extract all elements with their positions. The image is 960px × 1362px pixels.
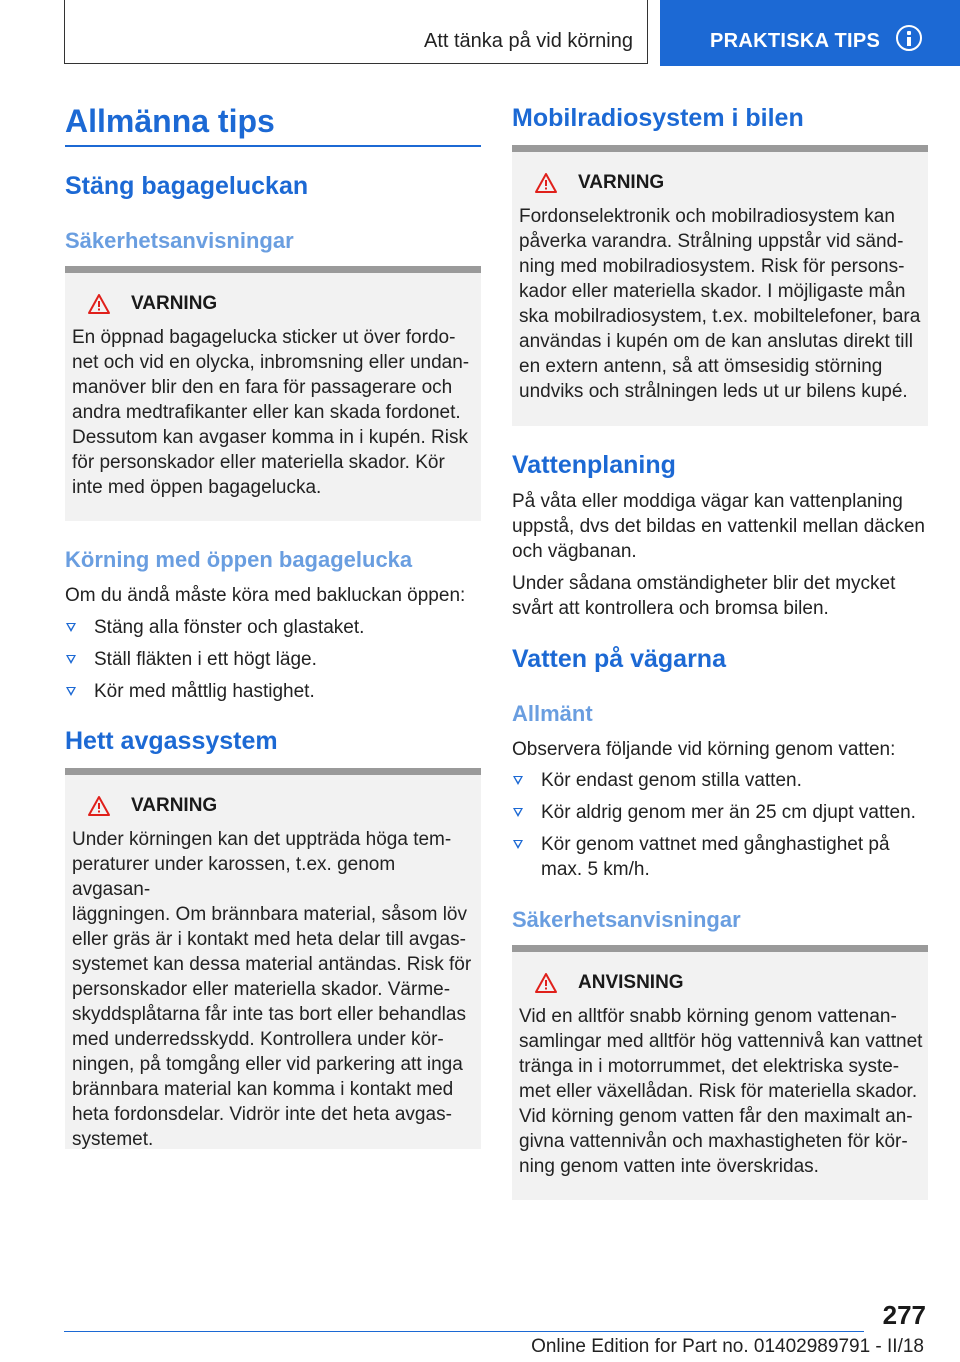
- text-line: ning genom vatten inte överskridas.: [519, 1156, 819, 1177]
- text-line: net och vid en olycka, inbromsning eller undan-: [72, 352, 470, 373]
- text-line: manöver blir den en fara för passagerare och: [72, 377, 453, 398]
- text-line: ning med mobilradiosystem. Risk för persons-: [519, 256, 905, 277]
- warning-triangle-icon: [87, 293, 111, 315]
- warning-triangle-icon: [534, 172, 558, 194]
- text-line: givna vattennivån och maxhastigheten för kör-: [519, 1131, 908, 1152]
- list-item: [65, 615, 481, 640]
- warning-label: VARNING: [131, 795, 218, 816]
- text-line: Vid körning genom vatten får den maximalt an-: [519, 1106, 913, 1127]
- bullet-triangle-icon: [66, 623, 76, 632]
- text-line: Vid en alltför snabb körning genom vattenan-: [519, 1006, 897, 1027]
- notice-text: [519, 1004, 924, 1179]
- text-line: kador eller materiella skador. I möjligaste mån: [519, 281, 906, 302]
- text-line: eller gräs är i kontakt med heta delar till avgas-: [72, 929, 466, 950]
- page-title: Allmänna tips: [65, 103, 275, 139]
- bullet-list-korning: [65, 615, 481, 711]
- warning-rule: [512, 145, 928, 152]
- warning-triangle-icon: [534, 972, 558, 994]
- text-line: läggningen. Om brännbara material, såsom löv: [72, 904, 467, 925]
- bullet-triangle-icon: [513, 840, 523, 849]
- text-line: systemet kan dessa material antändas. Risk för: [72, 954, 472, 975]
- header-chapter-tab[interactable]: [660, 0, 960, 66]
- text-line: Under sådana omständigheter blir det mycket: [512, 573, 896, 594]
- heading-vattenplaning: Vattenplaning: [512, 451, 676, 479]
- text-line: påverka varandra. Strålning uppstår vid sänd-: [519, 231, 904, 252]
- paragraph-vatten: Observera följande vid körning genom vatten:: [512, 739, 896, 760]
- list-item-text: max. 5 km/h.: [541, 859, 650, 880]
- text-line: På våta eller moddiga vägar kan vattenplaning: [512, 491, 903, 512]
- text-line: Fordonselektronik och mobilradiosystem kan: [519, 206, 895, 227]
- paragraph-vattenplaning-2: [512, 571, 932, 621]
- text-line: undviks och strålningen leds ut ur bilens kupé.: [519, 381, 908, 402]
- warning-box-exhaust: [65, 775, 481, 1149]
- title-rule: [65, 145, 481, 147]
- warning-header: [534, 172, 664, 194]
- text-line: met eller växellådan. Risk för materiella skador.: [519, 1081, 918, 1102]
- subheading-allmant: Allmänt: [512, 701, 593, 726]
- warning-header: [87, 293, 217, 315]
- text-line: ningen, på tomgång eller vid parkering att inga: [72, 1054, 463, 1075]
- list-item: [65, 679, 481, 704]
- text-line: användas i kupén om de kan anslutas direkt till: [519, 331, 913, 352]
- warning-box-trunk: [65, 273, 481, 521]
- warning-box-mobile: [512, 152, 928, 426]
- list-item-text: Stäng alla fönster och glastaket.: [94, 617, 365, 638]
- text-line: med underredsskydd. Kontrollera under kör-: [72, 1029, 444, 1050]
- warning-text: [72, 827, 477, 1152]
- heading-vatten-pa-vagarna: Vatten på vägarna: [512, 645, 726, 673]
- list-item-text: Kör aldrig genom mer än 25 cm djupt vatten.: [541, 802, 916, 823]
- text-line: andra medtrafikanter eller kan skada fordonet.: [72, 402, 461, 423]
- heading-stang-bagageluckan: Stäng bagageluckan: [65, 172, 309, 200]
- text-line: samlingar med alltför hög vattennivå kan vattnet: [519, 1031, 923, 1052]
- text-line: ska mobilradiosystem, t.ex. mobiltelefoner, bara: [519, 306, 921, 327]
- bullet-triangle-icon: [513, 808, 523, 817]
- footer-rule: [64, 1331, 864, 1332]
- header-section-title: Att tänka på vid körning: [423, 30, 633, 52]
- warning-label: VARNING: [578, 172, 665, 193]
- warning-rule: [65, 768, 481, 775]
- heading-mobilradiosystem: Mobilradiosystem i bilen: [512, 104, 804, 132]
- list-item-text: Kör med måttlig hastighet.: [94, 681, 315, 702]
- text-line: och vägbanan.: [512, 541, 637, 562]
- text-line: brännbara material kan komma i kontakt med: [72, 1079, 454, 1100]
- text-line: uppstå, dvs det bildas en vattenkil mellan däcken: [512, 516, 925, 537]
- warning-rule: [65, 266, 481, 273]
- text-line: skyddsplåtarna får inte tas bort eller behandlas: [72, 1004, 466, 1025]
- text-line: svårt att kontrollera och bromsa bilen.: [512, 598, 829, 619]
- paragraph-korning: Om du ändå måste köra med bakluckan öppen:: [65, 585, 466, 606]
- subheading-korning-oppen: Körning med öppen bagagelucka: [65, 547, 413, 572]
- subheading-sakerhetsanvisningar-2: Säkerhetsanvisningar: [512, 907, 741, 932]
- text-line: Dessutom kan avgaser komma in i kupén. Risk: [72, 427, 468, 448]
- notice-header: [534, 972, 684, 994]
- text-line: en extern antenn, så att ömsesidig störning: [519, 356, 883, 377]
- warning-triangle-icon: [87, 795, 111, 817]
- notice-box-water: [512, 952, 928, 1200]
- footer-edition: Online Edition for Part no. 01402989791 - II/18: [531, 1336, 924, 1357]
- warning-header: [87, 795, 217, 817]
- bullet-list-vatten: [512, 768, 932, 889]
- subheading-sakerhetsanvisningar: Säkerhetsanvisningar: [65, 228, 294, 253]
- bullet-triangle-icon: [513, 776, 523, 785]
- bullet-triangle-icon: [66, 655, 76, 664]
- text-line: personskador eller materiella skador. Värme-: [72, 979, 451, 1000]
- page-number: 277: [882, 1300, 926, 1330]
- header-section-box: [64, 0, 648, 64]
- list-item: [512, 832, 932, 882]
- info-icon: [896, 25, 922, 51]
- text-line: systemet.: [72, 1129, 154, 1150]
- notice-label: ANVISNING: [578, 972, 684, 993]
- warning-text: [519, 204, 924, 404]
- text-line: inte med öppen bagagelucka.: [72, 477, 322, 498]
- text-line: En öppnad bagagelucka sticker ut över fordo-: [72, 327, 456, 348]
- list-item: [65, 647, 481, 672]
- notice-rule: [512, 945, 928, 952]
- warning-label: VARNING: [131, 293, 218, 314]
- text-line: Under körningen kan det uppträda höga tem-: [72, 829, 452, 850]
- warning-text: [72, 325, 477, 500]
- header-chapter-label: PRAKTISKA TIPS: [710, 30, 881, 52]
- list-item: [512, 800, 932, 825]
- text-line: för personskador eller materiella skador. Kör: [72, 452, 445, 473]
- list-item: [512, 768, 932, 793]
- text-line: heta fordonsdelar. Vidrör inte det heta avgas-: [72, 1104, 452, 1125]
- list-item-text: Kör endast genom stilla vatten.: [541, 770, 802, 791]
- bullet-triangle-icon: [66, 687, 76, 696]
- list-item-text: Kör genom vattnet med gånghastighet på: [541, 834, 890, 855]
- paragraph-vattenplaning: [512, 489, 932, 564]
- list-item-text: Ställ fläkten i ett högt läge.: [94, 649, 317, 670]
- heading-hett-avgassystem: Hett avgassystem: [65, 727, 278, 755]
- text-line: peraturer under karossen, t.ex. genom avgasan-: [72, 854, 396, 900]
- text-line: tränga in i motorrummet, det elektriska syste-: [519, 1056, 900, 1077]
